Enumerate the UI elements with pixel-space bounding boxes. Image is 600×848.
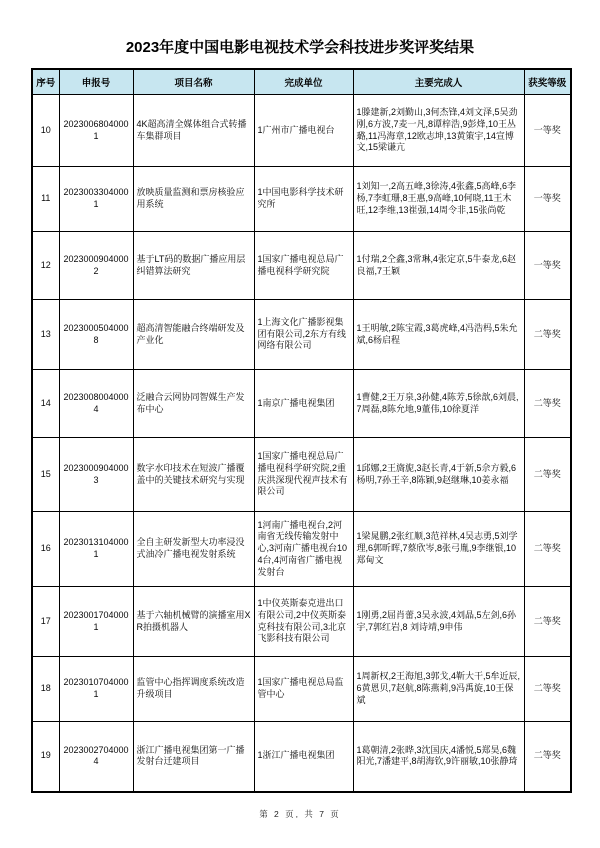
cell-project-name: 放映质量监测和票房核验应用系统 (133, 167, 254, 232)
awards-table (31, 68, 572, 793)
cell-completing-unit: 1国家广播电视总局广播电视科学研究院,2重庆洪深现代视声技术有限公司 (254, 438, 353, 512)
cell-award-level: 二等奖 (524, 657, 571, 722)
col-header-application-no: 申报号 (59, 69, 133, 95)
page-title: 2023年度中国电影电视技术学会科技进步奖评奖结果 (125, 39, 475, 56)
cell-project-name: 基于LT码的数据广播应用层纠错算法研究 (133, 232, 254, 300)
table-header-row (32, 69, 571, 95)
cell-main-contributors: 1周新权,2王海旭,3郭戈,4靳大干,5牟近辰,6黄恩贝,7赵航,8陈燕莉,9冯禹旋,10王保斌 (353, 657, 524, 722)
cell-project-name: 全自主研发新型大功率浸没式油冷广播电视发射系统 (133, 512, 254, 587)
cell-completing-unit: 1广州市广播电视台 (254, 95, 353, 167)
cell-application-no: 20230131040001 (59, 512, 133, 587)
cell-award-level: 二等奖 (524, 722, 571, 792)
table-row (32, 512, 571, 587)
cell-index: 19 (32, 722, 59, 792)
cell-main-contributors: 1梁晁鹏,2张红顺,3范祥林,4吴志勇,5刘学理,6郭昕晖,7蔡欣岑,8张弓胤,9李继银,10郑甸文 (353, 512, 524, 587)
cell-award-level: 一等奖 (524, 232, 571, 300)
cell-completing-unit: 1国家广播电视总局监管中心 (254, 657, 353, 722)
table-row (32, 167, 571, 232)
table-row (32, 438, 571, 512)
cell-main-contributors: 1刘知一,2高五峰,3徐涛,4张鑫,5高峰,6李杨,7李虹珊,8王惠,9高峰,10何晓,11王木旺,12李维,13崔强,14周令非,15张尚乾 (353, 167, 524, 232)
col-header-index: 序号 (32, 69, 59, 95)
table-row (32, 587, 571, 657)
cell-main-contributors: 1刚勇,2屈肖蕾,3吴永波,4刘晶,5左剑,6孙宇,7郭红岩,8 刘诗靖,9申伟 (353, 587, 524, 657)
cell-index: 12 (32, 232, 59, 300)
cell-main-contributors: 1邱娜,2王旖旎,3赵长青,4于新,5佘方毅,6杨明,7孙王辛,8陈颖,9赵继琳,10姜永福 (353, 438, 524, 512)
cell-main-contributors: 1滕建新,2刘勤山,3何杰锋,4刘文泽,5吴劲刚,6方波,7麦一凡,8谭梓浩,9彭烽,10王丛璐,11冯海章,12欧志坤,13黄策宇,14宣博文,15梁谦亢 (353, 95, 524, 167)
table-row (32, 722, 571, 792)
cell-project-name: 超高清智能融合终端研发及产业化 (133, 300, 254, 370)
cell-award-level: 一等奖 (524, 95, 571, 167)
table-row (32, 300, 571, 370)
cell-completing-unit: 1中国电影科学技术研究所 (254, 167, 353, 232)
cell-award-level: 二等奖 (524, 370, 571, 438)
col-header-main-contributors: 主要完成人 (353, 69, 524, 95)
cell-completing-unit: 1中仪英斯泰克进出口有限公司,2中仪英斯泰克科技有限公司,3北京飞影科技有限公司 (254, 587, 353, 657)
cell-award-level: 二等奖 (524, 512, 571, 587)
cell-completing-unit: 1浙江广播电视集团 (254, 722, 353, 792)
cell-main-contributors: 1曹健,2王万泉,3孙健,4陈芳,5徐歆,6刘晨,7周磊,8陈允地,9董伟,10徐夏洋 (353, 370, 524, 438)
cell-award-level: 一等奖 (524, 167, 571, 232)
cell-application-no: 20230068040001 (59, 95, 133, 167)
cell-index: 17 (32, 587, 59, 657)
cell-project-name: 4K超高清全媒体组合式转播车集群项目 (133, 95, 254, 167)
cell-index: 13 (32, 300, 59, 370)
cell-main-contributors: 1王明敏,2陈宝霞,3葛虎峰,4冯浩杩,5朱允斌,6杨启程 (353, 300, 524, 370)
cell-index: 11 (32, 167, 59, 232)
cell-completing-unit: 1河南广播电视台,2河南省无线传输发射中心,3河南广播电视台104台,4河南省广播电视发射台 (254, 512, 353, 587)
cell-project-name: 泛融合云网协同智媒生产发布中心 (133, 370, 254, 438)
cell-main-contributors: 1葛朝清,2张晔,3沈国庆,4潘悦,5郑昊,6魏阳光,7潘建平,8胡海钦,9许丽敏,10张静琦 (353, 722, 524, 792)
cell-index: 18 (32, 657, 59, 722)
cell-project-name: 浙江广播电视集团第一广播发射台迁建项目 (133, 722, 254, 792)
cell-application-no: 20230005040008 (59, 300, 133, 370)
cell-project-name: 监管中心指挥调度系统改造升级项目 (133, 657, 254, 722)
cell-award-level: 二等奖 (524, 587, 571, 657)
cell-application-no: 20230080040004 (59, 370, 133, 438)
cell-application-no: 20230027040004 (59, 722, 133, 792)
cell-application-no: 20230033040001 (59, 167, 133, 232)
col-header-project-name: 项目名称 (133, 69, 254, 95)
cell-index: 15 (32, 438, 59, 512)
table-row (32, 232, 571, 300)
cell-index: 10 (32, 95, 59, 167)
table-row (32, 657, 571, 722)
col-header-completing-unit: 完成单位 (254, 69, 353, 95)
cell-completing-unit: 1南京广播电视集团 (254, 370, 353, 438)
cell-index: 14 (32, 370, 59, 438)
cell-award-level: 二等奖 (524, 300, 571, 370)
cell-application-no: 20230009040002 (59, 232, 133, 300)
cell-index: 16 (32, 512, 59, 587)
page-number: 第 2 页, 共 7 页 (259, 809, 341, 819)
cell-award-level: 二等奖 (524, 438, 571, 512)
table-row (32, 95, 571, 167)
cell-application-no: 20230009040003 (59, 438, 133, 512)
cell-completing-unit: 1国家广播电视总局广播电视科学研究院 (254, 232, 353, 300)
table-row (32, 370, 571, 438)
cell-application-no: 20230107040001 (59, 657, 133, 722)
cell-main-contributors: 1付瑞,2仝鑫,3常琳,4张定京,5牛泰龙,6赵良福,7王颖 (353, 232, 524, 300)
cell-project-name: 基于六轴机械臂的演播室用XR拍摄机器人 (133, 587, 254, 657)
cell-application-no: 20230017040001 (59, 587, 133, 657)
col-header-award-level: 获奖等级 (524, 69, 571, 95)
cell-project-name: 数字水印技术在短波广播覆盖中的关键技术研究与实现 (133, 438, 254, 512)
cell-completing-unit: 1上海文化广播影视集团有限公司,2东方有线网络有限公司 (254, 300, 353, 370)
